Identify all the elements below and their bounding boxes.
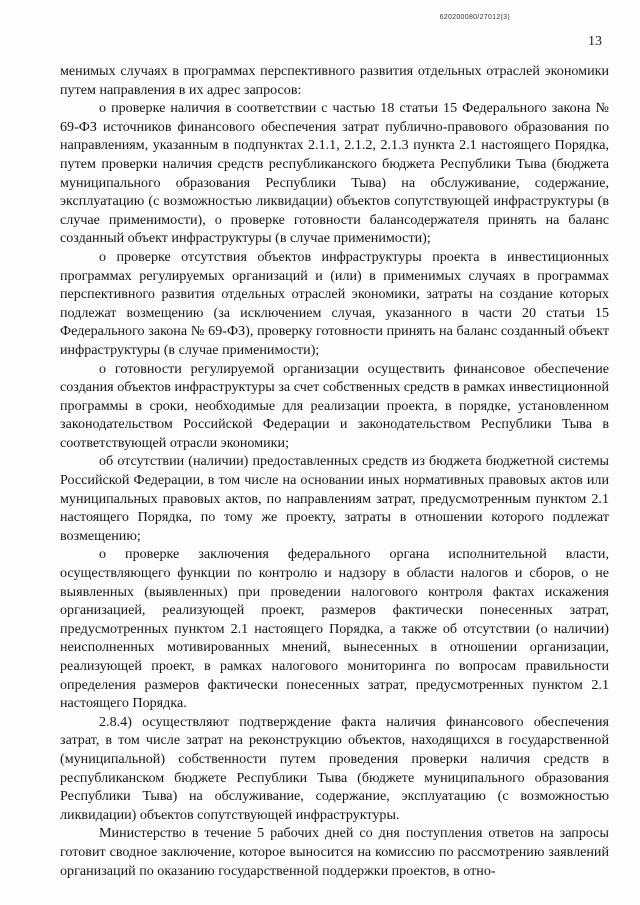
paragraph-infrastructure-absence-check: о проверке отсутствия объектов инфраструктуры проекта в инвестиционных программах регулируемых организаций и (или) в применимых случаях в программах перспективного развития отдельных отраслей экономики, затраты на создание которых подлежат возмещению (за исключением случая, указанного в части 20 статьи 15 Федерального закона № 69-ФЗ), проверку готовности принять на баланс созданный объект инфраструктуры (в случае применимости); (60, 248, 609, 358)
paragraph-ministry-summary: Министерство в течение 5 рабочих дней со дня поступления ответов на запросы готовит сводное заключение, которое выносится на комиссию по рассмотрению заявлений организаций по оказанию государственной поддержки проектов, в отно- (60, 825, 609, 879)
paragraph-continuation: менимых случаях в программах перспективного развития отдельных отраслей экономики путем направления в их адрес запросов: (60, 63, 609, 98)
document-code: 620200080/27012(3) (439, 14, 510, 21)
page-number: 13 (588, 34, 602, 49)
paragraph-funding-sources-check: о проверке наличия в соответствии с частью 18 статьи 15 Федерального закона № 69-ФЗ источников финансового обеспечения затрат публично-правового образования по направлениям, указанным в подпунктах 2.1.1, 2.1.2, 2.1.3 пункта 2.1 настоящего Порядка, путем проверки наличия средств республиканского бюджета Республики Тыва (бюджета муниципального образования Республики Тыва) на обслуживание, содержание, эксплуатацию (с возможностью ликвидации) объектов сопутствующей инфраструктуры (в случае применимости), о проверке готовности балансодержателя принять на баланс созданный объект инфраструктуры (в случае применимости); (60, 100, 609, 247)
paragraph-tax-authority-conclusion: о проверке заключения федерального органа исполнительной власти, осуществляющего функции по контролю и надзору в области налогов и сборов, о не выявленных (выявленных) при проведении налогового контроля фактах искажения организацией, реализующей проект, размеров фактически понесенных затрат, предусмотренных пунктом 2.1 настоящего Порядка, а также об отсутствии (о наличии) неисполненных мотивированных мнений, вынесенных в отношении организации, реализующей проект, в рамках налогового мониторинга по вопросам правильности определения размеров фактически понесенных затрат, предусмотренных пунктом 2.1 настоящего Порядка. (60, 546, 609, 712)
paragraph-regulated-organization-readiness: о готовности регулируемой организации осуществить финансовое обеспечение создания объектов инфраструктуры за счет собственных средств в рамках инвестиционной программы в сроки, необходимые для реализации проекта, в порядке, установленном законодательством Российской Федерации и законодательством Республики Тыва в соответствующей отрасли экономики; (60, 360, 609, 451)
paragraph-item-2-8-4: 2.8.4) осуществляют подтверждение факта наличия финансового обеспечения затрат, в том числе затрат на реконструкцию объектов, находящихся в государственной (муниципальной) собственности путем проведения проверки наличия средств в республиканском бюджете Республики Тыва (бюджете муниципального образования Республики Тыва) на обслуживание, содержание, эксплуатацию (с возможностью ликвидации) объектов сопутствующей инфраструктуры. (60, 713, 609, 823)
document-body (60, 62, 609, 880)
paragraph-budget-funds-absence: об отсутствии (наличии) предоставленных средств из бюджета бюджетной системы Российской Федерации, в том числе на основании иных нормативных правовых актов или муниципальных правовых актов, по направлениям затрат, предусмотренным пунктом 2.1 настоящего Порядка, по тому же проекту, затраты в отношении которого подлежат возмещению; (60, 453, 609, 544)
